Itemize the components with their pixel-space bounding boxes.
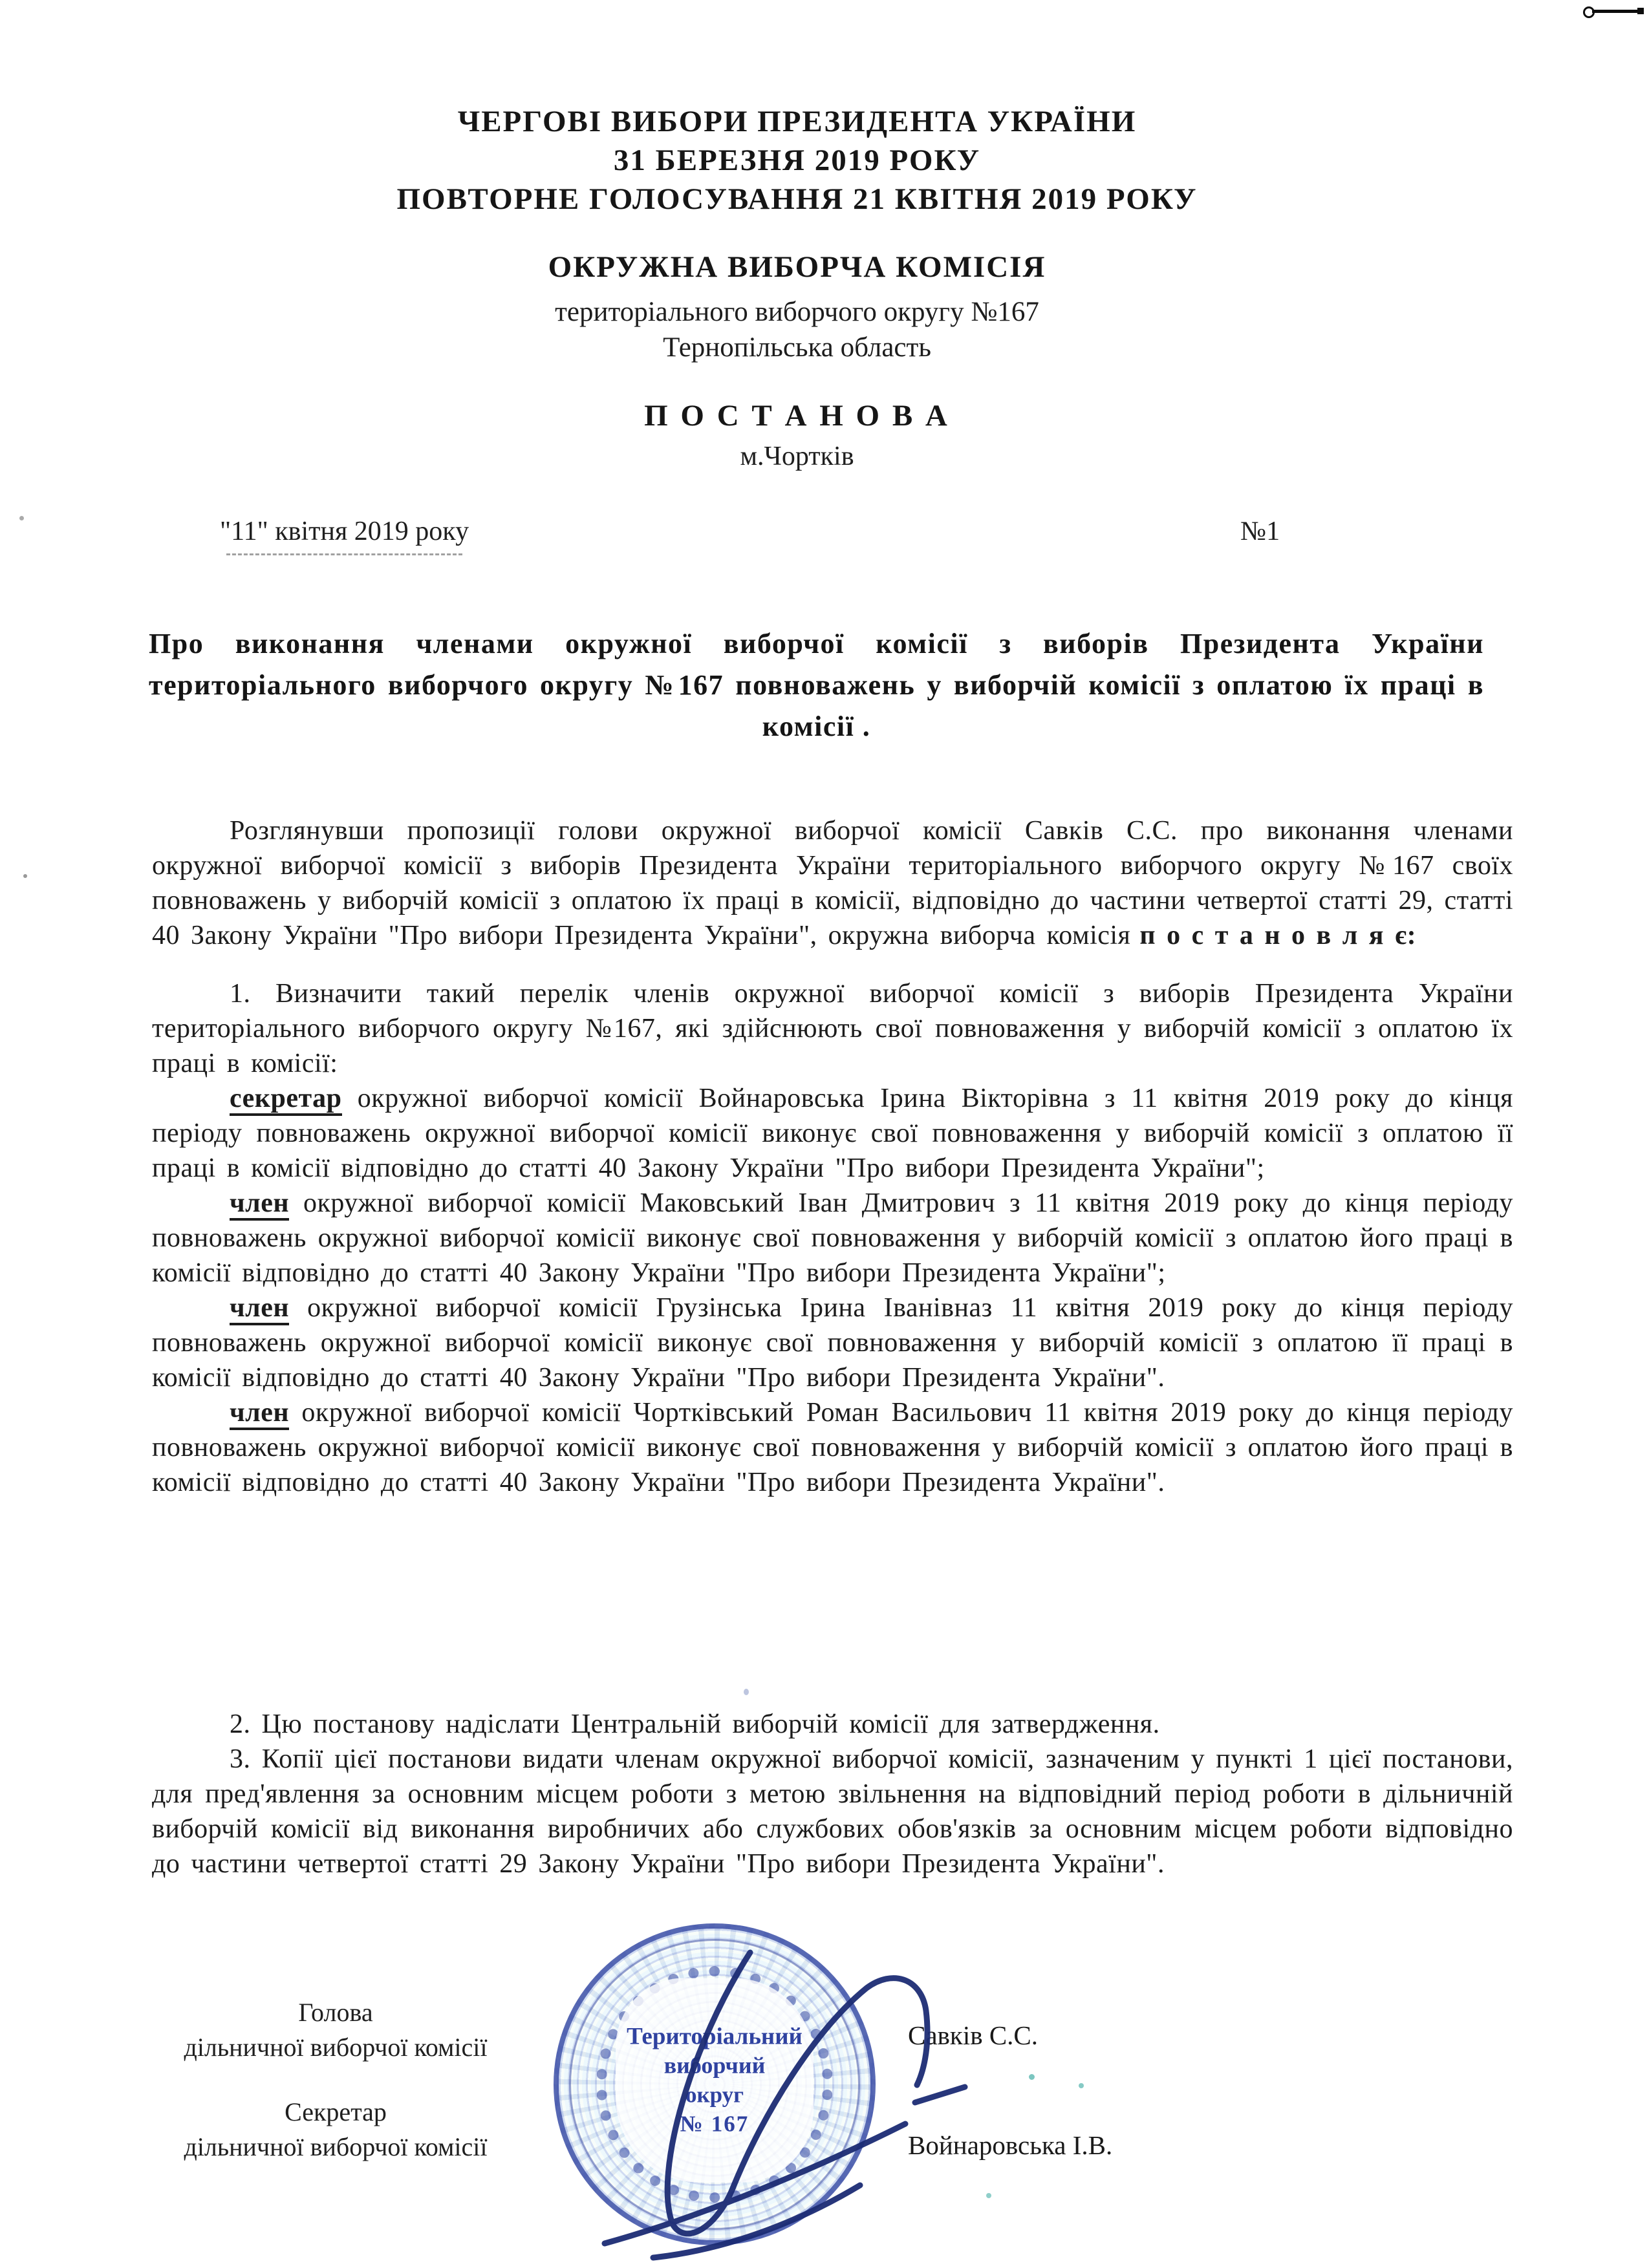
- election-header-line-1: ЧЕРГОВІ ВИБОРИ ПРЕЗИДЕНТА УКРАЇНИ: [457, 105, 1137, 138]
- body-text: [152, 813, 1513, 1500]
- date-underline-mark: [226, 553, 462, 555]
- member-text: окружної виборчої комісії Войнаровська Ірина Вікторівна з 11 квітня 2019 року до кінця періоду повноважень окружної виборчої комісії виконує свої повноваження у виборчій комісії з оплатою її праці в комісії відповідно до статті 40 Закону України "Про вибори Президента України";: [152, 1084, 1513, 1183]
- signature-secretary-role-line1: Секретар: [285, 2097, 387, 2126]
- item-2: 2. Цю постанову надіслати Центральній виборчій комісії для затвердження.: [230, 1709, 1160, 1739]
- signature-head-role-line2: дільничної виборчої комісії: [184, 2033, 488, 2062]
- member-paragraph-2: [152, 1290, 1513, 1395]
- signature-secretary-name: Войнаровська І.В.: [908, 2130, 1113, 2160]
- member-lead: секретар: [230, 1084, 342, 1116]
- scan-speck: [1079, 2083, 1084, 2088]
- member-text: окружної виборчої комісії Чортківський Роман Васильович 11 квітня 2019 року до кінця періоду повноважень окружної виборчої комісії виконує свої повноваження у виборчій комісії з оплатою його праці в комісії відповідно до статті 40 Закону України "Про вибори Президента України".: [152, 1398, 1514, 1497]
- doc-type: П О С Т А Н О В А: [644, 399, 950, 433]
- intro-text: Розглянувши пропозиції голови окружної виборчої комісії Савків С.С. про виконання членами окружної виборчої комісії з виборів Президента України територіального виборчого округу №167 своїх повноважень у виборчій комісії з оплатою їх праці в комісії, відповідно до частини четвертої статті 29, статті 40 Закону України "Про вибори Президента України", окружна виборча комісія: [152, 816, 1513, 950]
- member-lead: член: [230, 1188, 289, 1221]
- commission-name: ОКРУЖНА ВИБОРЧА КОМІСІЯ: [548, 250, 1046, 284]
- scan-speck: [19, 516, 24, 520]
- signature-head-role: [142, 1995, 530, 2065]
- scan-speck: [23, 874, 27, 878]
- signature-secretary-role-line2: дільничної виборчої комісії: [184, 2132, 488, 2161]
- member-lead: член: [230, 1293, 289, 1325]
- doc-city: м.Чортків: [740, 442, 854, 471]
- doc-number: №1: [1240, 517, 1280, 546]
- doc-title: Про виконання членами окружної виборчої комісії з виборів Президента України територіального виборчого округу №167 повноважень у виборчій комісії з оплатою їх праці в комісії .: [149, 628, 1484, 742]
- handwritten-signature: [550, 1914, 1002, 2268]
- scan-speck: [744, 1689, 749, 1695]
- scan-artifact-cap: [1637, 8, 1644, 14]
- member-text: окружної виборчої комісії Грузінська Ірина Іванівназ 11 квітня 2019 року до кінця періоду повноважень окружної виборчої комісії виконує свої повноваження у виборчій комісії з оплатою її праці в комісії відповідно до статті 40 Закону України "Про вибори Президента України".: [152, 1293, 1514, 1393]
- resolves-text: п о с т а н о в л я є:: [1139, 921, 1417, 950]
- signature-head-role-line1: Голова: [298, 1998, 373, 2027]
- commission-district: територіального виборчого округу №167: [555, 297, 1039, 327]
- member-paragraph-3: [152, 1395, 1513, 1500]
- body-text-resolution-items: [152, 1707, 1513, 1881]
- signature-secretary-role: [142, 2095, 530, 2165]
- member-text: окружної виборчої комісії Маковський Іван Дмитрович з 11 квітня 2019 року до кінця періоду повноважень окружної виборчої комісії виконує свої повноваження у виборчій комісії з оплатою його праці в комісії відповідно до статті 40 Закону України "Про вибори Президента України";: [152, 1188, 1514, 1288]
- doc-date: "11" квітня 2019 року: [220, 517, 469, 546]
- scan-speck: [1029, 2074, 1035, 2080]
- signature-stroke-main: [667, 1952, 927, 2234]
- member-lead: член: [230, 1398, 289, 1430]
- scan-artifact-line: [1592, 10, 1640, 13]
- commission-region: Тернопільська область: [663, 332, 931, 363]
- item-1: 1. Визначити такий перелік членів окружної виборчої комісії з виборів Президента України територіального виборчого округу №167, які здійснюють свої повноваження у виборчій комісії з оплатою їх праці в комісії:: [152, 979, 1513, 1078]
- intro-paragraph: [152, 813, 1513, 953]
- stamp-text-line-4: № 167: [680, 2111, 749, 2137]
- election-header-line-2: 31 БЕРЕЗНЯ 2019 РОКУ: [613, 144, 981, 177]
- member-paragraph-1: [152, 1186, 1513, 1290]
- item-3: 3. Копії цієї постанови видати членам окружної виборчої комісії, зазначеним у пункті 1 цієї постанови, для пред'явлення за основним місцем роботи з метою звільнення на відповідний період роботи в дільничній виборчій комісії від виконання виробничих або службових обов'язків за основним місцем роботи відповідно до частини четвертої статті 29 Закону України "Про вибори Президента України".: [152, 1744, 1513, 1879]
- stamp-text-line-3: округ: [685, 2082, 744, 2108]
- signature-head-name: Савків С.С.: [908, 2020, 1039, 2050]
- stamp-text-line-1: Територіальний: [627, 2023, 803, 2050]
- election-header-line-3: ПОВТОРНЕ ГОЛОСУВАННЯ 21 КВІТНЯ 2019 РОКУ: [396, 182, 1198, 216]
- stamp-text-line-2: виборчий: [663, 2052, 766, 2079]
- signature-stroke-dash: [915, 2087, 965, 2102]
- member-paragraph-secretary: [152, 1081, 1513, 1186]
- signature-stroke-flourish: [653, 2185, 860, 2258]
